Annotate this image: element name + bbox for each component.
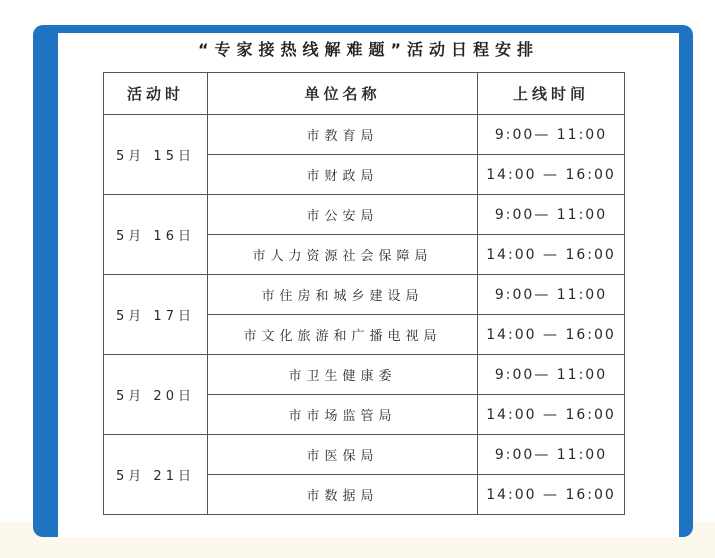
time-cell: 14:00 — 16:00 [478,475,625,515]
unit-cell: 市教育局 [208,115,478,155]
unit-cell: 市财政局 [208,155,478,195]
time-cell: 14:00 — 16:00 [478,315,625,355]
date-cell: 5月 15日 [104,115,208,195]
table-row [104,195,625,235]
schedule-table [103,72,625,515]
unit-cell: 市数据局 [208,475,478,515]
table-header-row [104,73,625,115]
table-row [104,355,625,395]
header-time: 上线时间 [478,73,625,115]
unit-cell: 市市场监管局 [208,395,478,435]
time-cell: 9:00— 11:00 [478,355,625,395]
time-cell: 14:00 — 16:00 [478,235,625,275]
header-date: 活动时 [104,73,208,115]
time-cell: 9:00— 11:00 [478,195,625,235]
unit-cell: 市卫生健康委 [208,355,478,395]
time-cell: 14:00 — 16:00 [478,155,625,195]
date-cell: 5月 20日 [104,355,208,435]
unit-cell: 市公安局 [208,195,478,235]
date-cell: 5月 16日 [104,195,208,275]
table-row [104,435,625,475]
table-row [104,115,625,155]
time-cell: 14:00 — 16:00 [478,395,625,435]
time-cell: 9:00— 11:00 [478,275,625,315]
unit-cell: 市人力资源社会保障局 [208,235,478,275]
unit-cell: 市住房和城乡建设局 [208,275,478,315]
unit-cell: 市医保局 [208,435,478,475]
time-cell: 9:00— 11:00 [478,435,625,475]
time-cell: 9:00— 11:00 [478,115,625,155]
unit-cell: 市文化旅游和广播电视局 [208,315,478,355]
table-row [104,275,625,315]
header-unit: 单位名称 [208,73,478,115]
date-cell: 5月 21日 [104,435,208,515]
page-title: “专家接热线解难题”活动日程安排 [197,40,540,59]
date-cell: 5月 17日 [104,275,208,355]
